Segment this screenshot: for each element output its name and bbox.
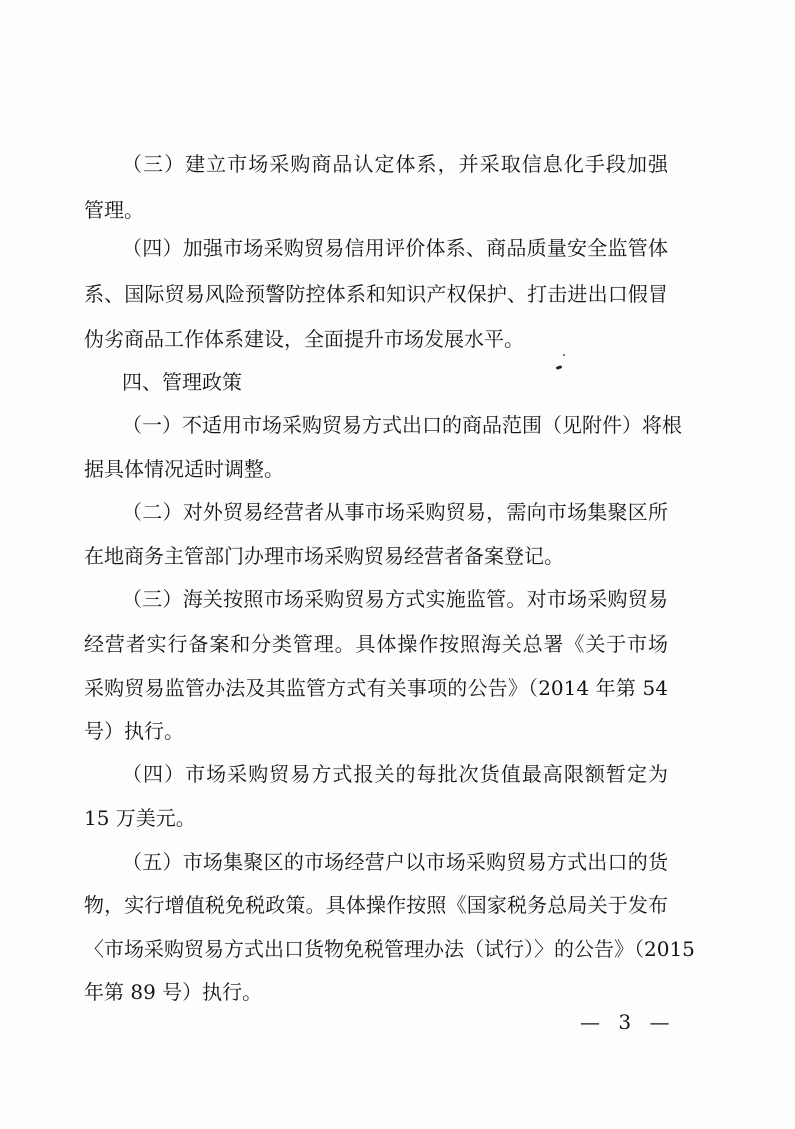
paragraph-line: （三）建立市场采购商品认定体系，并采取信息化手段加强	[122, 152, 668, 176]
scan-speck	[556, 365, 563, 370]
paragraph-line: （一）不适用市场采购贸易方式出口的商品范围（见附件）将根	[122, 413, 682, 437]
paragraph-line: 系、国际贸易风险预警防控体系和知识产权保护、打击进出口假冒	[84, 282, 668, 306]
paragraph-line: （二）对外贸易经营者从事市场采购贸易，需向市场集聚区所	[122, 500, 668, 524]
paragraph-line: 采购贸易监管办法及其监管方式有关事项的公告》（2014 年第 54	[84, 676, 668, 700]
section-heading: 四、管理政策	[122, 370, 242, 394]
paragraph-line: 在地商务主管部门办理市场采购贸易经营者备案登记。	[84, 544, 564, 568]
paragraph-line: （五）市场集聚区的市场经营户以市场采购贸易方式出口的货	[122, 850, 668, 874]
paragraph-line: 物，实行增值税免税政策。具体操作按照《国家税务总局关于发布	[84, 893, 668, 917]
paragraph-line: 据具体情况适时调整。	[84, 457, 284, 481]
scan-speck	[563, 354, 565, 356]
paragraph-line: （四）加强市场采购贸易信用评价体系、商品质量安全监管体	[122, 236, 668, 260]
paragraph-line: （三）海关按照市场采购贸易方式实施监管。对市场采购贸易	[122, 587, 668, 611]
paragraph-line: 伪劣商品工作体系建设，全面提升市场发展水平。	[84, 327, 524, 351]
paragraph-line: 经营者实行备案和分类管理。具体操作按照海关总署《关于市场	[84, 632, 668, 656]
paragraph-line: 管理。	[84, 198, 144, 222]
paragraph-line: 15 万美元。	[84, 806, 196, 830]
paragraph-line: 〈市场采购贸易方式出口货物免税管理办法（试行）〉的公告》（2015	[84, 937, 695, 961]
paragraph-line: 号）执行。	[84, 719, 184, 743]
paragraph-line: 年第 89 号）执行。	[84, 980, 263, 1004]
paragraph-line: （四）市场采购贸易方式报关的每批次货值最高限额暂定为	[122, 762, 668, 786]
page-number: — 3 —	[580, 1010, 676, 1034]
